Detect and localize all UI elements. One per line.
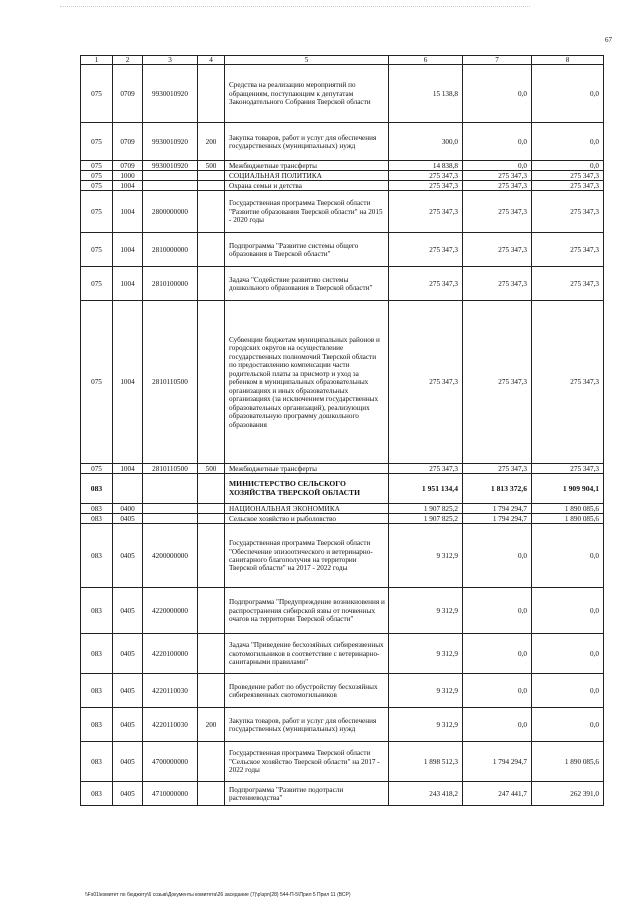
- cell-amount-year-1: 275 347,3: [389, 191, 463, 233]
- cell-name: Межбюджетные трансферты: [225, 161, 389, 171]
- header-cell: 8: [532, 56, 604, 65]
- cell-amount-year-2: 0,0: [463, 588, 532, 634]
- cell-amount-year-2: 275 347,3: [463, 464, 532, 474]
- cell-amount-year-3: 0,0: [532, 65, 604, 123]
- cell-section-code: 0709: [113, 65, 143, 123]
- cell-target-article: [143, 171, 198, 181]
- cell-ministry-code: 083: [81, 708, 113, 742]
- cell-ministry-code: 083: [81, 742, 113, 782]
- cell-amount-year-1: 243 418,2: [389, 782, 463, 806]
- cell-expense-type: [198, 181, 225, 191]
- cell-section-code: 1004: [113, 301, 143, 464]
- cell-amount-year-1: 9 312,9: [389, 524, 463, 588]
- cell-amount-year-2: 247 441,7: [463, 782, 532, 806]
- table-row: [81, 674, 604, 708]
- scan-artifact-line: [60, 6, 530, 8]
- table-row: [81, 514, 604, 524]
- cell-name: Субвенции бюджетам муниципальных районов и городских округов на осуществление государственных полномочий Тверской области по предоставлению компенсации части родительской платы за присмотр и уход за ребенком в муниципальных образовательных организациях и иных образовательных организациях (за исключением государственных образовательных организаций), реализующих образовательную программу дошкольного образования: [225, 301, 389, 464]
- cell-expense-type: [198, 267, 225, 301]
- header-cell: 2: [113, 56, 143, 65]
- cell-section-code: 1004: [113, 181, 143, 191]
- cell-section-code: 0405: [113, 524, 143, 588]
- cell-name: Государственная программа Тверской области "Развитие образования Тверской области" на 2015 - 2020 годы: [225, 191, 389, 233]
- cell-amount-year-1: 9 312,9: [389, 588, 463, 634]
- cell-expense-type: [198, 301, 225, 464]
- cell-amount-year-2: 1 813 372,6: [463, 474, 532, 504]
- cell-amount-year-3: 275 347,3: [532, 267, 604, 301]
- cell-name: Охрана семьи и детства: [225, 181, 389, 191]
- cell-expense-type: [198, 782, 225, 806]
- table-row: [81, 123, 604, 161]
- cell-expense-type: [198, 191, 225, 233]
- cell-amount-year-2: 1 794 294,7: [463, 504, 532, 514]
- cell-amount-year-3: 275 347,3: [532, 233, 604, 267]
- cell-section-code: 0405: [113, 708, 143, 742]
- table-row: [81, 634, 604, 674]
- cell-ministry-code: 075: [81, 181, 113, 191]
- cell-section-code: 1004: [113, 267, 143, 301]
- cell-ministry-code: 083: [81, 524, 113, 588]
- cell-expense-type: [198, 233, 225, 267]
- cell-name: МИНИСТЕРСТВО СЕЛЬСКОГО ХОЗЯЙСТВА ТВЕРСКОЙ ОБЛАСТИ: [225, 474, 389, 504]
- table-row: [81, 742, 604, 782]
- cell-amount-year-2: 0,0: [463, 708, 532, 742]
- table-row: [81, 588, 604, 634]
- cell-amount-year-1: 1 907 825,2: [389, 514, 463, 524]
- cell-expense-type: [198, 65, 225, 123]
- cell-name: Подпрограмма "Развитие системы общего образования в Тверской области": [225, 233, 389, 267]
- cell-section-code: 0400: [113, 504, 143, 514]
- cell-amount-year-2: 275 347,3: [463, 171, 532, 181]
- cell-amount-year-1: 275 347,3: [389, 267, 463, 301]
- cell-target-article: [143, 181, 198, 191]
- cell-name: Закупка товаров, работ и услуг для обеспечения государственных (муниципальных) нужд: [225, 123, 389, 161]
- cell-amount-year-2: 275 347,3: [463, 233, 532, 267]
- cell-expense-type: [198, 171, 225, 181]
- cell-target-article: 2800000000: [143, 191, 198, 233]
- table-row: [81, 708, 604, 742]
- cell-name: Подпрограмма "Развитие подотрасли растениеводства": [225, 782, 389, 806]
- cell-section-code: 1004: [113, 233, 143, 267]
- cell-target-article: 4200000000: [143, 524, 198, 588]
- cell-amount-year-2: 0,0: [463, 161, 532, 171]
- cell-amount-year-1: 275 347,3: [389, 301, 463, 464]
- cell-amount-year-1: 1 907 825,2: [389, 504, 463, 514]
- budget-table: [80, 55, 604, 806]
- cell-section-code: 0405: [113, 782, 143, 806]
- cell-amount-year-2: 275 347,3: [463, 301, 532, 464]
- cell-expense-type: [198, 474, 225, 504]
- cell-amount-year-3: 0,0: [532, 674, 604, 708]
- table-row: [81, 161, 604, 171]
- cell-amount-year-3: 1 890 085,6: [532, 514, 604, 524]
- table-row: [81, 474, 604, 504]
- table-row: [81, 301, 604, 464]
- cell-amount-year-3: 0,0: [532, 708, 604, 742]
- cell-expense-type: 200: [198, 708, 225, 742]
- cell-expense-type: [198, 634, 225, 674]
- cell-amount-year-3: 0,0: [532, 161, 604, 171]
- cell-amount-year-3: 275 347,3: [532, 171, 604, 181]
- cell-amount-year-1: 275 347,3: [389, 233, 463, 267]
- cell-target-article: 4700000000: [143, 742, 198, 782]
- cell-amount-year-1: 1 898 512,3: [389, 742, 463, 782]
- cell-section-code: 1004: [113, 464, 143, 474]
- table-row: [81, 464, 604, 474]
- cell-ministry-code: 083: [81, 474, 113, 504]
- cell-ministry-code: 083: [81, 588, 113, 634]
- table-row: [81, 504, 604, 514]
- cell-amount-year-2: 0,0: [463, 634, 532, 674]
- footer-file-path: \\Fs01\комитет по бюджету\6 созыв\Документы комитета\26 заседание (7)\р\зрп(28) 544-П-5\Прил 5 Прил 11 (ВСР): [85, 892, 351, 898]
- cell-ministry-code: 083: [81, 782, 113, 806]
- cell-ministry-code: 075: [81, 123, 113, 161]
- header-cell: 7: [463, 56, 532, 65]
- cell-ministry-code: 075: [81, 161, 113, 171]
- cell-target-article: 2810100000: [143, 267, 198, 301]
- cell-target-article: 4220110030: [143, 674, 198, 708]
- cell-expense-type: [198, 588, 225, 634]
- header-cell: 3: [143, 56, 198, 65]
- cell-amount-year-2: 0,0: [463, 524, 532, 588]
- cell-target-article: 9930010920: [143, 161, 198, 171]
- cell-amount-year-2: 0,0: [463, 123, 532, 161]
- table-row: [81, 181, 604, 191]
- table-row: [81, 524, 604, 588]
- cell-expense-type: 200: [198, 123, 225, 161]
- table-row: [81, 171, 604, 181]
- cell-expense-type: 500: [198, 464, 225, 474]
- cell-ministry-code: 075: [81, 301, 113, 464]
- cell-ministry-code: 083: [81, 674, 113, 708]
- cell-section-code: 0405: [113, 674, 143, 708]
- cell-amount-year-1: 9 312,9: [389, 674, 463, 708]
- cell-expense-type: [198, 504, 225, 514]
- cell-ministry-code: 075: [81, 267, 113, 301]
- cell-amount-year-3: 0,0: [532, 588, 604, 634]
- cell-section-code: 0405: [113, 514, 143, 524]
- cell-amount-year-3: 1 890 085,6: [532, 504, 604, 514]
- cell-amount-year-1: 9 312,9: [389, 708, 463, 742]
- cell-amount-year-1: 9 312,9: [389, 634, 463, 674]
- cell-amount-year-3: 1 909 904,1: [532, 474, 604, 504]
- cell-target-article: 2810110500: [143, 301, 198, 464]
- cell-name: Проведение работ по обустройству бесхозяйных сибиреязвенных скотомогильников: [225, 674, 389, 708]
- cell-name: Задача "Содействие развитию системы дошкольного образования в Тверской области": [225, 267, 389, 301]
- cell-name: Государственная программа Тверской области "Обеспечение эпизоотического и ветеринарно-санитарного благополучия на территории Тверской области" на 2017 - 2022 годы: [225, 524, 389, 588]
- cell-name: Сельское хозяйство и рыболовство: [225, 514, 389, 524]
- table-header-row: [81, 56, 604, 65]
- table-row: [81, 65, 604, 123]
- cell-target-article: 4220110030: [143, 708, 198, 742]
- cell-target-article: [143, 514, 198, 524]
- cell-expense-type: 500: [198, 161, 225, 171]
- cell-amount-year-3: 275 347,3: [532, 464, 604, 474]
- cell-amount-year-2: 0,0: [463, 65, 532, 123]
- cell-amount-year-2: 1 794 294,7: [463, 514, 532, 524]
- cell-ministry-code: 075: [81, 233, 113, 267]
- cell-expense-type: [198, 742, 225, 782]
- cell-amount-year-1: 275 347,3: [389, 181, 463, 191]
- cell-ministry-code: 075: [81, 65, 113, 123]
- cell-name: Закупка товаров, работ и услуг для обеспечения государственных (муниципальных) нужд: [225, 708, 389, 742]
- table-row: [81, 233, 604, 267]
- cell-ministry-code: 075: [81, 171, 113, 181]
- header-cell: 4: [198, 56, 225, 65]
- cell-amount-year-3: 262 391,0: [532, 782, 604, 806]
- cell-target-article: 4220000000: [143, 588, 198, 634]
- cell-name: Межбюджетные трансферты: [225, 464, 389, 474]
- cell-amount-year-3: 1 890 085,6: [532, 742, 604, 782]
- cell-ministry-code: 083: [81, 514, 113, 524]
- cell-target-article: [143, 474, 198, 504]
- cell-section-code: 0405: [113, 588, 143, 634]
- cell-name: НАЦИОНАЛЬНАЯ ЭКОНОМИКА: [225, 504, 389, 514]
- cell-target-article: [143, 504, 198, 514]
- cell-name: Подпрограмма "Предупреждение возникновения и распространения сибирской язвы от почвенных очагов на территории Тверской области": [225, 588, 389, 634]
- header-cell: 6: [389, 56, 463, 65]
- cell-ministry-code: 083: [81, 634, 113, 674]
- cell-amount-year-2: 275 347,3: [463, 181, 532, 191]
- cell-section-code: 0405: [113, 634, 143, 674]
- header-cell: 1: [81, 56, 113, 65]
- cell-name: Государственная программа Тверской области "Сельское хозяйство Тверской области" на 2017 - 2022 годы: [225, 742, 389, 782]
- cell-amount-year-1: 300,0: [389, 123, 463, 161]
- cell-target-article: 4220100000: [143, 634, 198, 674]
- cell-name: СОЦИАЛЬНАЯ ПОЛИТИКА: [225, 171, 389, 181]
- table-row: [81, 782, 604, 806]
- cell-ministry-code: 075: [81, 191, 113, 233]
- cell-ministry-code: 075: [81, 464, 113, 474]
- cell-expense-type: [198, 514, 225, 524]
- cell-section-code: [113, 474, 143, 504]
- cell-amount-year-1: 1 951 134,4: [389, 474, 463, 504]
- cell-section-code: 0405: [113, 742, 143, 782]
- cell-amount-year-2: 275 347,3: [463, 191, 532, 233]
- cell-amount-year-2: 0,0: [463, 674, 532, 708]
- cell-amount-year-3: 0,0: [532, 123, 604, 161]
- cell-amount-year-1: 15 138,8: [389, 65, 463, 123]
- cell-amount-year-1: 275 347,3: [389, 464, 463, 474]
- cell-amount-year-2: 275 347,3: [463, 267, 532, 301]
- cell-amount-year-1: 275 347,3: [389, 171, 463, 181]
- cell-ministry-code: 083: [81, 504, 113, 514]
- cell-section-code: 1000: [113, 171, 143, 181]
- cell-amount-year-3: 275 347,3: [532, 181, 604, 191]
- cell-target-article: 2810000000: [143, 233, 198, 267]
- cell-target-article: 2810110500: [143, 464, 198, 474]
- page-number: 67: [605, 36, 612, 44]
- table-row: [81, 267, 604, 301]
- cell-section-code: 0709: [113, 123, 143, 161]
- cell-amount-year-3: 275 347,3: [532, 301, 604, 464]
- cell-section-code: 1004: [113, 191, 143, 233]
- cell-amount-year-1: 14 838,8: [389, 161, 463, 171]
- table-row: [81, 191, 604, 233]
- cell-name: Задача "Приведение бесхозяйных сибиреязвенных скотомогильников в соответствие с ветеринарно-санитарными правилами": [225, 634, 389, 674]
- cell-amount-year-3: 0,0: [532, 634, 604, 674]
- header-cell: 5: [225, 56, 389, 65]
- cell-name: Средства на реализацию мероприятий по обращениям, поступающим к депутатам Законодательного Собрания Тверской области: [225, 65, 389, 123]
- cell-expense-type: [198, 674, 225, 708]
- cell-amount-year-2: 1 794 294,7: [463, 742, 532, 782]
- cell-target-article: 4710000000: [143, 782, 198, 806]
- cell-target-article: 9930010920: [143, 65, 198, 123]
- cell-amount-year-3: 0,0: [532, 524, 604, 588]
- cell-target-article: 9930010920: [143, 123, 198, 161]
- cell-section-code: 0709: [113, 161, 143, 171]
- cell-expense-type: [198, 524, 225, 588]
- cell-amount-year-3: 275 347,3: [532, 191, 604, 233]
